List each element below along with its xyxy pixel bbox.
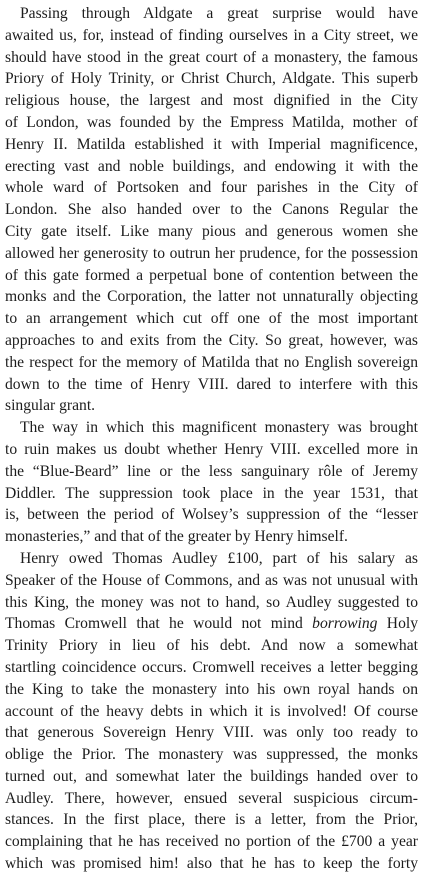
text-line: account of the heavy debts in which it is involved! Of course (5, 702, 418, 720)
text-line: Priory of Holy Trinity, or Christ Church, Aldgate. This superb (5, 70, 418, 88)
text-line: the King to take the monastery into his own royal hands on (5, 680, 418, 698)
text-line: the respect for the memory of Matilda that no English sovereign (5, 353, 418, 371)
text-line: to ruin makes us doubt whether Henry VIII. excelled more in (5, 440, 418, 458)
text-line: allowed her generosity to outrun her prudence, for the possession (5, 244, 418, 262)
text-line: that generous Sovereign Henry VIII. was only too ready to (5, 724, 418, 742)
text-line: Henry owed Thomas Audley £100, part of his salary as (20, 549, 418, 567)
text-line: Speaker of the House of Commons, and as was not unusual with (5, 571, 418, 589)
text-line: Diddler. The suppression took place in the year 1531, that (5, 484, 418, 502)
text-line: which was promised him! also that he has to keep the forty (5, 855, 418, 873)
text-line: of London, was founded by the Empress Matilda, mother of (5, 113, 418, 131)
text-line: should have stood in the great court of a monastery, the famous (5, 48, 418, 66)
text-line: to an arrangement which cut off one of the most important (5, 310, 418, 328)
text-line: Thomas Cromwell that he would not mind borrowing Holy (5, 615, 418, 633)
text-line: singular grant. (5, 397, 96, 415)
text-line: complaining that he has received no portion of the £700 a year (5, 833, 418, 851)
text-line: is, between the period of Wolsey’s suppression of the “lesser (5, 506, 418, 524)
text-line: this King, the money was not to hand, so Audley suggested to (5, 593, 418, 611)
text-line: monasteries,” and that of the greater by Henry himself. (5, 528, 348, 546)
text-line: approaches to and exits from the City. So great, however, was (5, 331, 418, 349)
text-line: of this gate formed a perpetual bone of contention between the (5, 266, 418, 284)
text-line: Henry II. Matilda established it with Imperial magnificence, (5, 135, 418, 153)
text-line: down to the time of Henry VIII. dared to interfere with this (5, 375, 418, 393)
text-line: startling coincidence occurs. Cromwell receives a letter begging (5, 658, 418, 676)
text-line: turned out, and somewhat later the buildings handed over to (5, 767, 418, 785)
text-line: the “Blue-Beard” line or the less sanguinary rôle of Jeremy (5, 462, 418, 480)
text-line: stances. In the first place, there is a letter, from the Prior, (5, 811, 418, 829)
text-line: oblige the Prior. The monastery was suppressed, the monks (5, 746, 418, 764)
text-line: awaited us, for, instead of finding ourselves in a City street, we (5, 26, 418, 44)
text-line: London. She also handed over to the Canons Regular the (5, 201, 418, 219)
text-block (5, 3, 418, 875)
text-line: City gate itself. Like many pious and generous women she (5, 222, 418, 240)
text-line: Passing through Aldgate a great surprise would have (20, 5, 418, 22)
text-line: Audley. There, however, ensued several suspicious circum- (5, 789, 418, 807)
text-line: monks and the Corporation, the latter not unnaturally objecting (5, 288, 418, 306)
text-line: whole ward of Portsoken and four parishes in the City of (5, 179, 418, 197)
text-line: religious house, the largest and most dignified in the City (5, 92, 418, 110)
text-line: The way in which this magnificent monastery was brought (20, 419, 418, 437)
italic-phrase: borrowing (312, 615, 378, 633)
text-line: Trinity Priory in lieu of his debt. And now a somewhat (5, 637, 418, 655)
text-line: erecting vast and noble buildings, and endowing it with the (5, 157, 418, 175)
